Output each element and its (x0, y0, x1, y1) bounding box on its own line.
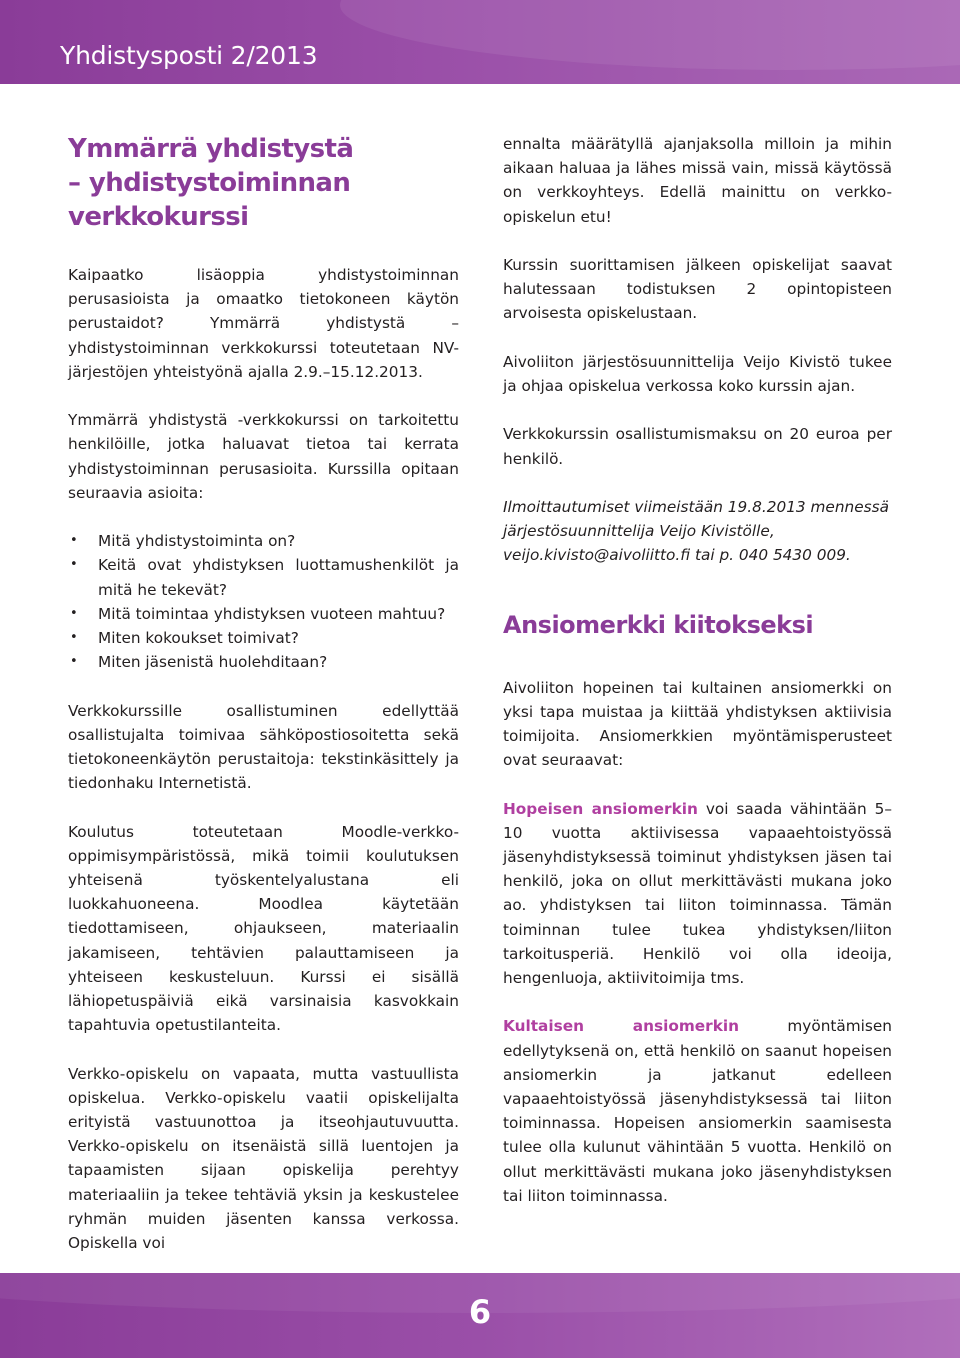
section-title: Ansiomerkki kiitokseksi (503, 610, 814, 639)
article-title-line-1: Ymmärrä yhdistystä (68, 134, 354, 164)
list-item (68, 626, 459, 650)
tutor-paragraph: Aivoliiton järjestösuunnittelija Veijo Kivistö tukee ja ohjaa opiskelua verkossa koko kurssin ajan. (503, 352, 892, 395)
fee-paragraph: Verkkokurssin osallistumismaksu on 20 euroa per henkilö. (503, 425, 892, 468)
intro-paragraph: Kaipaatko lisäoppia yhdistystoiminnan perusasioista ja omaatko tietokoneen käytön perustaidot? Ymmärrä yhdistystä – yhdistystoiminnan verkkokurssi toteutetaan NV-järjestöjen yhteistyönä ajalla 2.9.–15.12.2013. (68, 266, 459, 381)
list-item (68, 529, 459, 553)
silver-badge-label: Hopeisen ansiomerkin (503, 799, 698, 818)
course-target-paragraph: Ymmärrä yhdistystä -verkkokurssi on tarkoitettu henkilöille, jotka haluavat tietoa tai kerrata yhdistystoiminnan perusasioita. Kurssilla opitaan seuraavia asioita: (68, 411, 459, 502)
right-column (503, 132, 892, 1208)
gold-badge-text: myöntämisen edellytyksenä on, että henkilö on saanut hopeisen ansiomerkin ja jatkanut edelleen vapaaehtoistyössä jäsenyhdistyksessä tai liiton toiminnassa. Hopeisen ansiomerkin saamisesta tulee olla kulunut vähintään 5 vuotta. Henkilö on ollut merkittävästi mukana joko jäsenyhdistyksen tai liiton toiminnassa. (503, 1017, 892, 1205)
article-title-line-2: – yhdistystoiminnan (68, 168, 351, 198)
bullet-icon: • (70, 654, 78, 670)
topics-list (68, 529, 459, 674)
moodle-paragraph: Koulutus toteutetaan Moodle-verkko-oppimisympäristössä, mikä toimii koulutuksen yhteisenä työskentelyalustana eli luokkahuoneena. Moodlea käytetään tiedottamiseen, ohjaukseen, materiaalin jakamiseen, tehtävien palauttamiseen ja yhteiseen keskusteluun. Kurssi ei sisällä lähiopetuspäiviä eikä varsinaisia kasvokkain tapahtuvia opetustilanteita. (68, 822, 459, 1035)
list-item-text: Keitä ovat yhdistyksen luottamushenkilöt ja mitä he tekevät? (98, 556, 459, 599)
left-column (68, 132, 459, 1255)
page-header (0, 0, 960, 84)
bullet-icon: • (70, 533, 78, 549)
list-item-text: Miten jäsenistä huolehditaan? (98, 653, 328, 672)
badge-intro-paragraph: Aivoliiton hopeinen tai kultainen ansiomerkki on yksi tapa muistaa ja kiittää yhdistyksen aktiivisia toimijoita. Ansiomerkkien myöntämisperusteet ovat seuraavat: (503, 678, 892, 770)
list-item-text: Mitä yhdistystoiminta on? (98, 532, 296, 551)
list-item-text: Miten kokoukset toimivat? (98, 629, 299, 648)
bullet-icon: • (70, 630, 78, 646)
list-item (68, 553, 459, 601)
gold-badge-paragraph (503, 1014, 892, 1208)
page-footer (0, 1273, 960, 1358)
silver-badge-paragraph (503, 797, 892, 991)
registration-paragraph: Ilmoittautumiset viimeistään 19.8.2013 mennessä järjestösuunnittelija Veijo Kivistölle, veijo.kivisto@aivoliitto.fi tai p. 040 5430 009. (503, 497, 889, 565)
continuation-paragraph: ennalta määrätyllä ajanjaksolla milloin ja mihin aikaan haluaa ja lähes missä vain, missä käytössä on verkkoyhteys. Edellä mainittu on verkko-opiskelun etu! (503, 135, 892, 226)
bullet-icon: • (70, 557, 78, 573)
list-item (68, 650, 459, 674)
article-title (68, 132, 459, 234)
page-number: 6 (468, 1293, 492, 1331)
certificate-paragraph: Kurssin suorittamisen jälkeen opiskelijat saavat halutessaan todistuksen 2 opintopisteen arvoisesta opiskelustaan. (503, 256, 892, 323)
publication-title: Yhdistysposti 2/2013 (60, 41, 318, 70)
list-item (68, 602, 459, 626)
article-title-line-3: verkkokurssi (68, 202, 249, 232)
silver-badge-text: voi saada vähintään 5–10 vuotta aktiivisessa vapaaehtoistyössä jäsenyhdistyksessä toiminut yhdistyksen jäsen tai henkilö, joka on ollut merkittävästi mukana joko ao. yhdistyksen tai liiton toiminnassa. Tämän toiminnan tulee tukea yhdistyksen/liiton tarkoitusperiä. Henkilö voi olla ideoija, hengenluoja, aktiivitoimija tms. (503, 799, 892, 988)
requirements-paragraph: Verkkokurssille osallistuminen edellyttää osallistujalta toimivaa sähköpostiosoitetta sekä tietokoneenkäytön perustaitoja: tekstinkäsittely ja tiedonhaku Internetistä. (68, 701, 459, 793)
list-item-text: Mitä toimintaa yhdistyksen vuoteen mahtuu? (98, 604, 446, 623)
bullet-icon: • (70, 605, 78, 621)
online-study-paragraph: Verkko-opiskelu on vapaata, mutta vastuullista opiskelua. Verkko-opiskelu vaatii opiskelijalta erityistä vastuunottoa ja itseohjautuvuutta. Verkko-opiskelu on itsenäistä sillä luentojen ja tapaamisten sijaan opiskelija perehtyy materiaaliin ja tekee tehtäviä yksin ja keskustelee ryhmän muiden jäsenten kanssa verkossa. Opiskella voi (68, 1064, 459, 1253)
gold-badge-label: Kultaisen ansiomerkin (503, 1017, 740, 1036)
